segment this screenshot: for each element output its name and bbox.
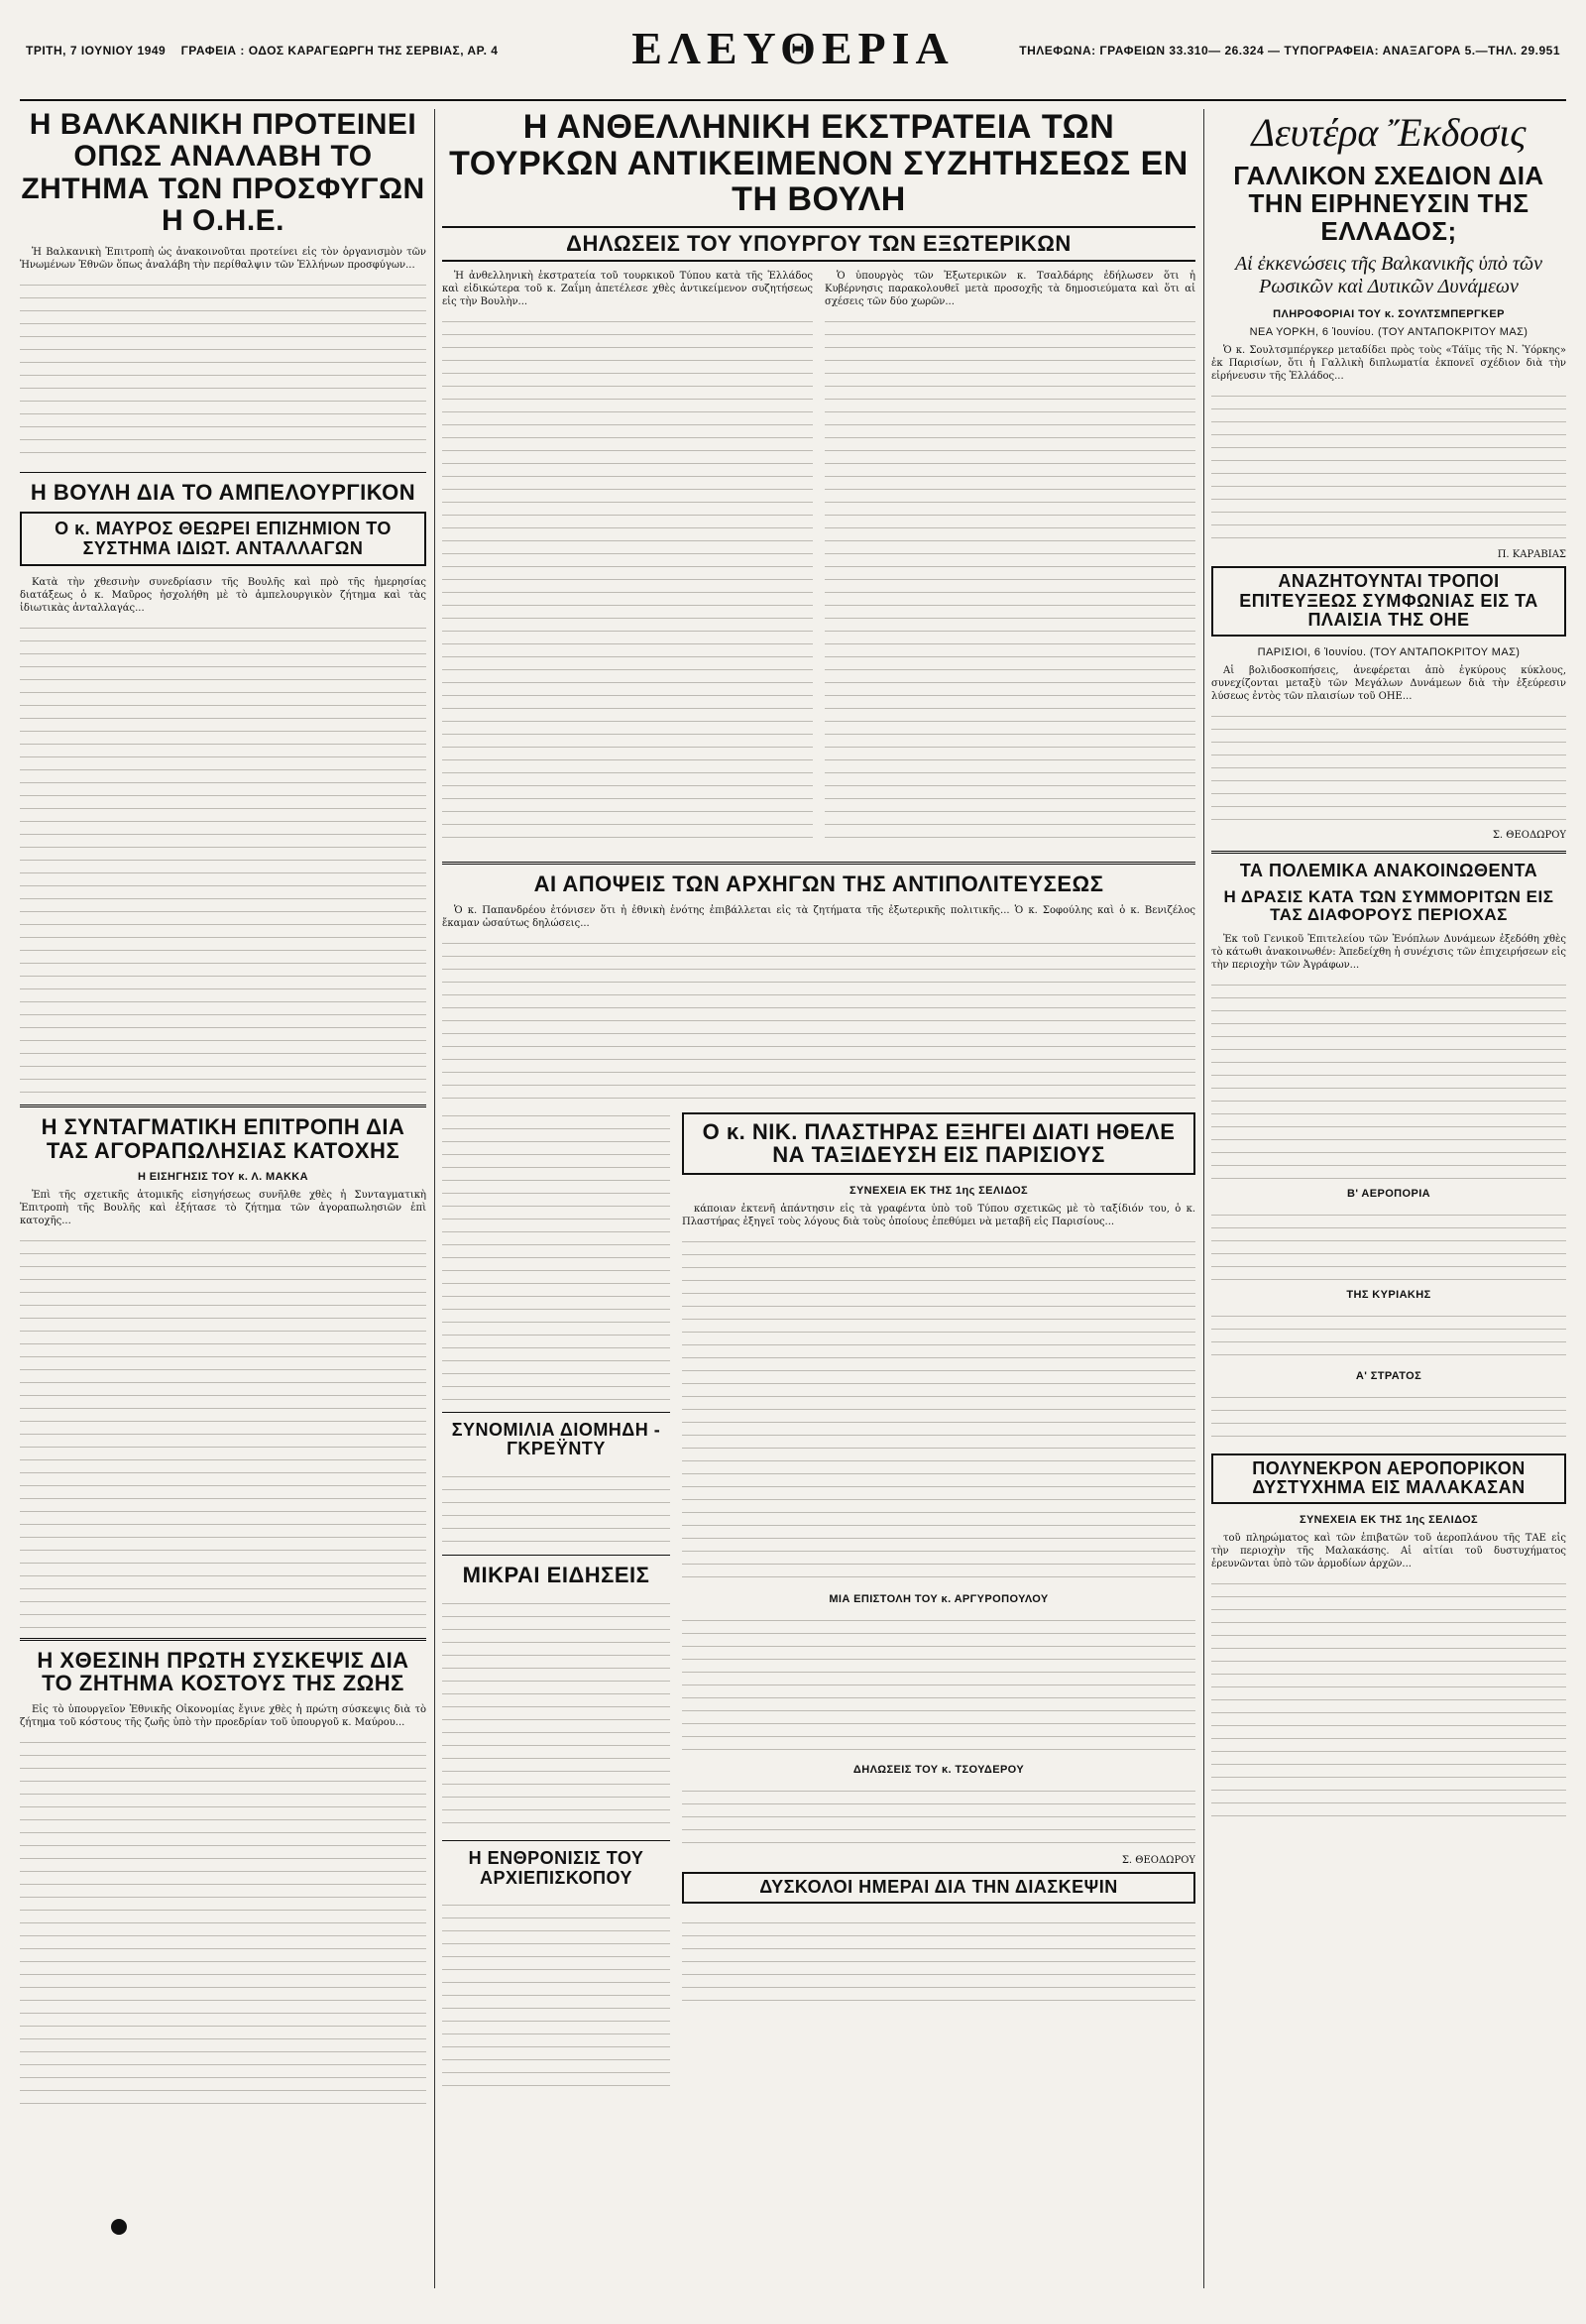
lower-center-left [442, 1106, 670, 2099]
kyriakis-body-text [1211, 1307, 1566, 1366]
section-rule [1211, 851, 1566, 854]
balkan-headline: Η ΒΑΛΚΑΝΙΚΗ ΠΡΟΤΕΙΝΕΙ ΟΠΩΣ ΑΝΑΛΑΒΗ ΤΟ ΖΗΤΗΜΑ ΤΩΝ ΠΡΟΣΦΥΓΩΝ Η Ο.Η.Ε. [21, 109, 425, 238]
dyskoloi-body-text [682, 1914, 1195, 2003]
aeroporia-body-text [1211, 1206, 1566, 1285]
kyriakis-label: ΤΗΣ ΚΥΡΙΑΚΗΣ [1346, 1288, 1431, 1301]
section-rule [442, 1412, 670, 1413]
lead-subheadline: ΔΗΛΩΣΕΙΣ ΤΟΥ ΥΠΟΥΡΓΟΥ ΤΩΝ ΕΞΩΤΕΡΙΚΩΝ [442, 226, 1195, 262]
lead-body-text [442, 312, 813, 848]
left-column [20, 109, 426, 2288]
masthead-phones: ΤΗΛΕΦΩΝΑ: ΓΡΑΦΕΙΩΝ 33.310— 26.324 — ΤΥΠΟΓΡΑΦΕΙΑ: ΑΝΑΞΑΓΟΡΑ 5.—ΤΗΛ. 29.951 [1019, 44, 1560, 58]
plastiras-continuation: ΣΥΝΕΧΕΙΑ ΕΚ ΤΗΣ 1ης ΣΕΛΙΔΟΣ [849, 1185, 1029, 1198]
vouli-text: Κατὰ τὴν χθεσινὴν συνεδρίασιν τῆς Βουλῆς καὶ πρὸ τῆς ἡμερησίας διατάξεως ὁ κ. Μαῦρος ἠσχολήθη μὲ τὸ ἀμπελουργικὸν ζήτημα καὶ τὰς ἰδιωτικὰς ἀνταλλαγάς... [20, 577, 426, 615]
vouli-subhead: Ο κ. ΜΑΥΡΟΣ ΘΕΩΡΕΙ ΕΠΙΖΗΜΙΟΝ ΤΟ ΣΥΣΤΗΜΑ ΙΔΙΩΤ. ΑΝΤΑΛΛΑΓΩΝ [55, 519, 392, 558]
ohe-body-text [1211, 707, 1566, 826]
issue-date: ΤΡΙΤΗ, 7 ΙΟΥΝΙΟΥ 1949 [26, 44, 167, 58]
plastiras-box [682, 1112, 1195, 1176]
gallikon-dateline: ΝΕΑ ΥΟΡΚΗ, 6 Ἰουνίου. (ΤΟΥ ΑΝΤΑΠΟΚΡΙΤΟΥ ΜΑΣ) [1249, 326, 1529, 339]
section-rule [442, 862, 1195, 865]
section-rule [20, 1638, 426, 1641]
filler-body-text [442, 1106, 670, 1404]
enthronisis-headline: Η ΕΝΘΡΟΝΙΣΙΣ ΤΟΥ ΑΡΧΙΕΠΙΣΚΟΠΟΥ [468, 1848, 644, 1888]
center-columns [442, 109, 1195, 2288]
ohe-dateline: ΠΑΡΙΣΙΟΙ, 6 Ἰουνίου. (ΤΟΥ ΑΝΤΑΠΟΚΡΙΤΟΥ ΜΑΣ) [1257, 645, 1521, 658]
second-edition-label: Δευτέρα Ἔκδοσις [1251, 110, 1527, 155]
ink-blot [111, 2219, 127, 2235]
signature-karavias: Π. ΚΑΡΑΒΙΑΣ [1497, 549, 1566, 561]
cost-text: Εἰς τὸ ὑπουργεῖον Ἐθνικῆς Οἰκονομίας ἔγινε χθὲς ἡ πρώτη σύσκεψις διὰ τὸ ζήτημα τοῦ κόστους τῆς ζωῆς ὑπὸ τὴν προεδρίαν τοῦ ὑπουργοῦ κ. Μαύρου... [20, 1704, 426, 1729]
lead-article-body [442, 270, 1195, 852]
polynekron-headline: ΠΟΛΥΝΕΚΡΟΝ ΑΕΡΟΠΟΡΙΚΟΝ ΔΥΣΤΥΧΗΜΑ ΕΙΣ ΜΑΛΑΚΑΣΑΝ [1252, 1457, 1526, 1498]
cost-headline: Η ΧΘΕΣΙΝΗ ΠΡΩΤΗ ΣΥΣΚΕΨΙΣ ΔΙΑ ΤΟ ΖΗΤΗΜΑ ΚΟΣΤΟΥΣ ΤΗΣ ΖΩΗΣ [37, 1647, 409, 1696]
plastiras-headline: Ο κ. ΝΙΚ. ΠΛΑΣΤΗΡΑΣ ΕΞΗΓΕΙ ΔΙΑΤΙ ΗΘΕΛΕ ΝΑ ΤΑΞΙΔΕΥΣΗ ΕΙΣ ΠΑΡΙΣΙΟΥΣ [702, 1118, 1176, 1168]
mia-epistoli: ΜΙΑ ΕΠΙΣΤΟΛΗ ΤΟΥ κ. ΑΡΓΥΡΟΠΟΥΛΟΥ [829, 1593, 1049, 1606]
lead-text-2: Ὁ ὑπουργὸς τῶν Ἐξωτερικῶν κ. Τσαλδάρης ἐδήλωσεν ὅτι ἡ Κυβέρνησις παρακολουθεῖ μετὰ προσοχῆς τὰ δημοσιεύματα καὶ ὅτι αἱ σχέσεις τῶν δύο χωρῶν... [825, 270, 1195, 307]
syntag-text: Ἐπὶ τῆς σχετικῆς ἀτομικῆς εἰσηγήσεως συνῆλθε χθὲς ἡ Συνταγματικὴ Ἐπιτροπὴ τῆς Βουλῆς καὶ ἐξήτασε τὸ ζήτημα τῶν ἀγοραπωλησιῶν ἐπὶ κατοχῆς... [20, 1189, 426, 1226]
synomilia-body-text [442, 1467, 670, 1547]
mikrai-headline: ΜΙΚΡΑΙ ΕΙΔΗΣΕΙΣ [462, 1562, 650, 1587]
polynekron-box [1211, 1453, 1566, 1504]
polynekron-text: τοῦ πληρώματος καὶ τῶν ἐπιβατῶν τοῦ ἀεροπλάνου τῆς ΤΑΕ εἰς τὴν περιοχὴν τῆς Μαλακάσης. Αἱ αἰτίαι τοῦ δυστυχήματος ἐρευνῶνται ὑπὸ τῶν ἁρμοδίων ἀρχῶν... [1211, 1532, 1566, 1569]
tsouderou-body-text [682, 1782, 1195, 1851]
lead-headline: Η ΑΝΘΕΛΛΗΝΙΚΗ ΕΚΣΤΡΑΤΕΙΑ ΤΩΝ ΤΟΥΡΚΩΝ ΑΝΤΙΚΕΙΜΕΝΟΝ ΣΥΖΗΤΗΣΕΩΣ ΕΝ ΤΗ ΒΟΥΛΗ [449, 109, 1189, 219]
right-column [1211, 109, 1566, 2288]
gallikon-body-text [1211, 387, 1566, 545]
a-stratos-label: Α' ΣΤΡΑΤΟΣ [1355, 1369, 1422, 1382]
dyskoloi-box [682, 1872, 1195, 1903]
lead-text-1: Ἡ ἀνθελληνικὴ ἐκστρατεία τοῦ τουρκικοῦ Τύπου κατὰ τῆς Ἑλλάδος καὶ εἰδικώτερα τοῦ κ. Ζαΐμη ἀπετέλεσε χθὲς ἀντικείμενον συζητήσεως εἰς τὴν Βουλὴν... [442, 270, 813, 307]
balkan-intro: Ἡ Βαλκανικὴ Ἐπιτροπὴ ὡς ἀνακοινοῦται προτείνει εἰς τὸν ὀργανισμὸν τῶν Ἡνωμένων Ἐθνῶν ὅπως ἀναλάβη τὴν περίθαλψιν τῶν Ἑλλήνων προσφύγων... [20, 246, 426, 271]
gallikon-byline: ΠΛΗΡΟΦΟΡΙΑΙ ΤΟΥ κ. ΣΟΥΛΤΣΜΠΕΡΓΚΕΡ [1273, 308, 1505, 321]
synomilia-headline: ΣΥΝΟΜΙΛΙΑ ΔΙΟΜΗΔΗ - ΓΚΡΕΫΝΤΥ [451, 1419, 661, 1459]
newspaper-page [20, 18, 1566, 2288]
syntag-headline: Η ΣΥΝΤΑΓΜΑΤΙΚΗ ΕΠΙΤΡΟΠΗ ΔΙΑ ΤΑΣ ΑΓΟΡΑΠΩΛΗΣΙΑΣ ΚΑΤΟΧΗΣ [41, 1114, 405, 1163]
epistoli-body-text [682, 1611, 1195, 1760]
dyskoloi-headline: ΔΥΣΚΟΛΟΙ ΗΜΕΡΑΙ ΔΙΑ ΤΗΝ ΔΙΑΣΚΕΨΙΝ [759, 1877, 1118, 1898]
polemika-text: Ἐκ τοῦ Γενικοῦ Ἐπιτελείου τῶν Ἐνόπλων Δυνάμεων ἐξεδόθη χθὲς τὸ κάτωθι ἀνακοινωθέν: Ἀπεδείχθη ἡ συνέχισις τῶν ἐπιχειρήσεων εἰς τὴν περιοχὴν τῶν Ἀγράφων... [1211, 933, 1566, 971]
gallikon-headline: ΓΑΛΛΙΚΟΝ ΣΧΕΔΙΟΝ ΔΙΑ ΤΗΝ ΕΙΡΗΝΕΥΣΙΝ ΤΗΣ ΕΛΛΑΔΟΣ; [1233, 161, 1544, 247]
section-rule [442, 1555, 670, 1556]
polemika-body-text [1211, 976, 1566, 1184]
opposition-body-text [442, 934, 1195, 1103]
polynekron-continuation: ΣΥΝΕΧΕΙΑ ΕΚ ΤΗΣ 1ης ΣΕΛΙΔΟΣ [1299, 1513, 1479, 1526]
signature-theodorou-right: Σ. ΘΕΟΔΩΡΟΥ [1492, 829, 1566, 841]
polemika-headline: ΤΑ ΠΟΛΕΜΙΚΑ ΑΝΑΚΟΙΝΩΘΕΝΤΑ [1239, 860, 1538, 880]
section-rule [442, 1840, 670, 1841]
enthronisis-body-text [442, 1896, 670, 2094]
plastiras-body-text [682, 1232, 1195, 1589]
column-divider [434, 109, 435, 2288]
ohe-headline: ΑΝΑΖΗΤΟΥΝΤΑΙ ΤΡΟΠΟΙ ΕΠΙΤΕΥΞΕΩΣ ΣΥΜΦΩΝΙΑΣ ΕΙΣ ΤΑ ΠΛΑΙΣΙΑ ΤΗΣ ΟΗΕ [1239, 571, 1538, 631]
column-divider [1203, 109, 1204, 2288]
vouli-headline: Η ΒΟΥΛΗ ΔΙΑ ΤΟ ΑΜΠΕΛΟΥΡΓΙΚΟΝ [30, 479, 416, 505]
lower-center-right [682, 1106, 1195, 2099]
vouli-subhead-box [20, 512, 426, 566]
signature-theodorou: Σ. ΘΕΟΔΩΡΟΥ [1121, 1855, 1195, 1867]
lead-col-2 [825, 270, 1195, 852]
newspaper-title: ΕΛΕΥΘΕΡΙΑ [631, 23, 955, 73]
tsouderou: ΔΗΛΩΣΕΙΣ ΤΟΥ κ. ΤΣΟΥΔΕΡΟΥ [852, 1764, 1025, 1777]
polynekron-body-text [1211, 1574, 1566, 1822]
section-rule [20, 1104, 426, 1107]
syntag-body-text [20, 1231, 426, 1628]
masthead [20, 18, 1566, 101]
section-rule [20, 472, 426, 473]
cost-body-text [20, 1733, 426, 2110]
ohe-box [1211, 566, 1566, 636]
polemika-subheadline: Η ΔΡΑΣΙΣ ΚΑΤΑ ΤΩΝ ΣΥΜΜΟΡΙΤΩΝ ΕΙΣ ΤΑΣ ΔΙΑΦΟΡΟΥΣ ΠΕΡΙΟΧΑΣ [1223, 886, 1554, 925]
lead-body-text [825, 312, 1195, 848]
opposition-text: Ὁ κ. Παπανδρέου ἐτόνισεν ὅτι ἡ ἐθνικὴ ἑνότης ἐπιβάλλεται εἰς τὰ ζητήματα τῆς ἐξωτερικῆς πολιτικῆς... Ὁ κ. Σοφούλης καὶ ὁ κ. Βενιζέλος ἔκαμαν ὡσαύτως δηλώσεις... [442, 904, 1195, 929]
opposition-headline: ΑΙ ΑΠΟΨΕΙΣ ΤΩΝ ΑΡΧΗΓΩΝ ΤΗΣ ΑΝΤΙΠΟΛΙΤΕΥΣΕΩΣ [533, 871, 1104, 896]
ohe-text: Αἱ βολιδοσκοπήσεις, ἀνεφέρεται ἀπὸ ἐγκύρους κύκλους, συνεχίζονται μεταξὺ τῶν Μεγάλων Δυνάμεων διὰ τὴν ἐξεύρεσιν λύσεως ἐντὸς τῶν πλαισίων τοῦ ΟΗΕ... [1211, 664, 1566, 702]
syntag-byline: Η ΕΙΣΗΓΗΣΙΣ ΤΟΥ κ. Λ. ΜΑΚΚΑ [138, 1170, 308, 1183]
stratos-body-text [1211, 1388, 1566, 1448]
balkan-body-text [20, 276, 426, 464]
b-aeroporia-label: Β' ΑΕΡΟΠΟΡΙΑ [1346, 1187, 1431, 1200]
mikrai-body-text [442, 1594, 670, 1832]
plastiras-text: κάποιαν ἐκτενῆ ἀπάντησιν εἰς τὰ γραφέντα ὑπὸ τοῦ Τύπου σχετικῶς μὲ τὸ ταξίδιόν του, ὁ κ. Πλαστήρας ἐξηγεῖ τοὺς λόγους διὰ τοὺς ὁποίους ἐπεθύμει νὰ μεταβῆ εἰς Παρισίους... [682, 1204, 1195, 1228]
vouli-body-text [20, 619, 426, 1095]
gallikon-subheadline: Αἱ ἐκκενώσεις τῆς Βαλκανικῆς ὑπὸ τῶν Ρωσικῶν καὶ Δυτικῶν Δυνάμεων [1234, 253, 1543, 298]
gallikon-text: Ὁ κ. Σουλτσμπέργκερ μεταδίδει πρὸς τοὺς «Τάϊμς τῆς Ν. Ὑόρκης» ἐκ Παρισίων, ὅτι ἡ Γαλλικὴ διπλωματία ἐκπονεῖ σχέδιον διὰ τὴν εἰρήνευσιν τῆς Ἑλλάδος... [1211, 345, 1566, 383]
lead-col-1 [442, 270, 813, 852]
lower-center [442, 1106, 1195, 2099]
offices-address: ΓΡΑΦΕΙΑ : ΟΔΟΣ ΚΑΡΑΓΕΩΡΓΗ ΤΗΣ ΣΕΡΒΙΑΣ, ΑΡ. 4 [180, 44, 499, 58]
